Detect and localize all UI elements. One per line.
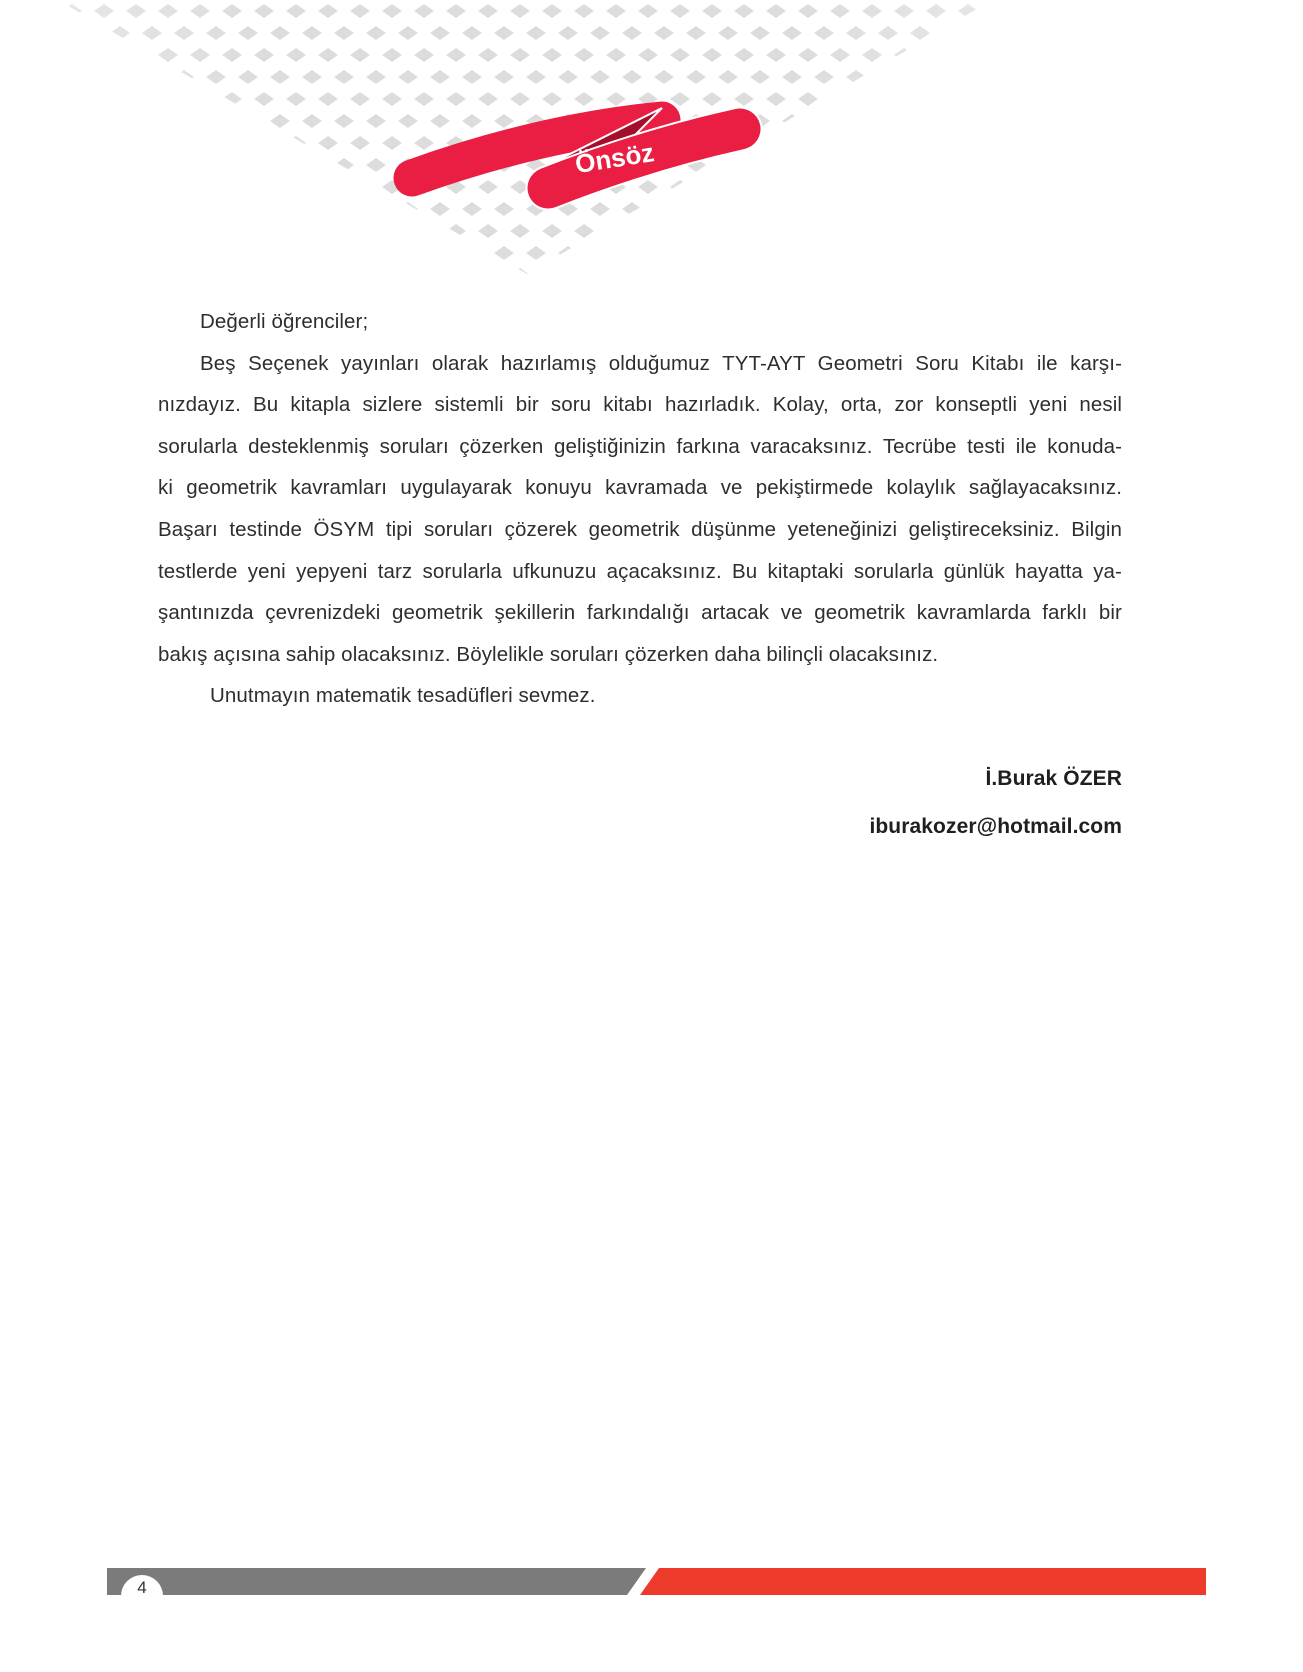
paragraph-line: testlerde yeni yepyeni tarz sorularla ufkunuzu açacaksınız. Bu kitaptaki sorularla günlük hayatta ya-	[158, 559, 1122, 583]
page-number-badge	[121, 1575, 163, 1617]
signature-block	[158, 755, 1122, 851]
paragraph-line: nızdayız. Bu kitapla sizlere sistemli bir soru kitabı hazırladık. Kolay, orta, zor konseptli yeni nesil	[158, 393, 1122, 417]
closing-note: Unutmayın matematik tesadüfleri sevmez.	[210, 684, 596, 708]
main-paragraph	[158, 343, 1122, 676]
paragraph-line: Başarı testinde ÖSYM tipi soruları çözerek geometrik düşünme yeteneğinizi geliştireceksiniz. Bilgin	[158, 517, 1122, 541]
author-email: iburakozer@hotmail.com	[869, 814, 1122, 838]
paragraph-line: bakış açısına sahip olacaksınız. Böylelikle soruları çözerken daha bilinçli olacaksınız.	[158, 642, 939, 666]
author-name: İ.Burak ÖZER	[985, 766, 1122, 790]
header-decoration	[0, 0, 1303, 300]
ribbon-label: Önsöz	[573, 137, 657, 180]
paragraph-line: sorularla desteklenmiş soruları çözerken geliştiğinizin farkına varacaksınız. Tecrübe testi ile konuda-	[158, 434, 1122, 458]
preface-text	[158, 301, 1122, 851]
greeting-line: Değerli öğrenciler;	[200, 310, 369, 333]
paragraph-line: şantınızda çevrenizdeki geometrik şekillerin farkındalığı artacak ve geometrik kavramlarda farklı bir	[158, 601, 1122, 625]
paragraph-line: ki geometrik kavramları uygulayarak konuyu kavramada ve pekiştirmede kolaylık sağlayacaksınız.	[158, 476, 1122, 500]
footer-gray-bar	[107, 1568, 646, 1595]
footer-red-bar	[640, 1568, 1206, 1595]
page-number: 4	[137, 1578, 147, 1597]
paragraph-line: Beş Seçenek yayınları olarak hazırlamış olduğumuz TYT-AYT Geometri Soru Kitabı ile karşı-	[200, 351, 1122, 375]
